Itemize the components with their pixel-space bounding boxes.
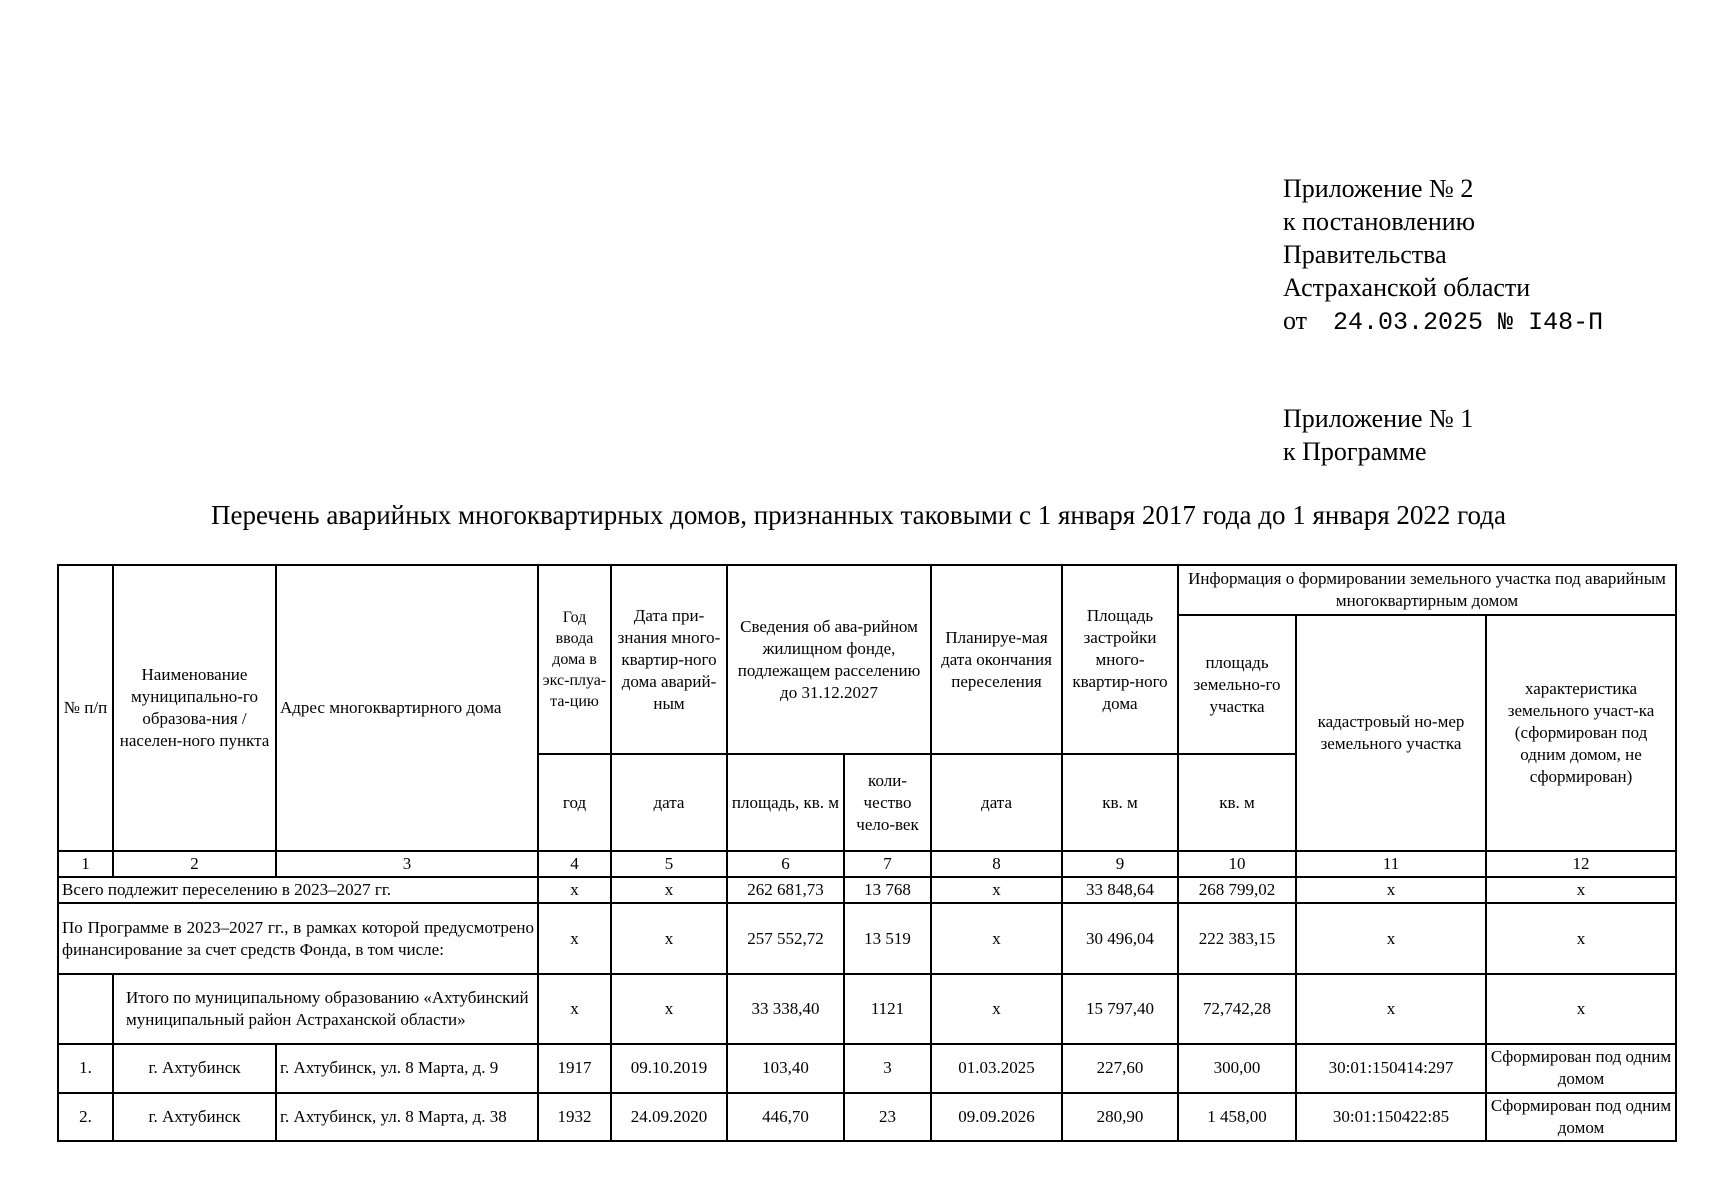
header-building-area: Площадь застройки много-квартир-ного дома xyxy=(1062,565,1178,754)
row-num: 1. xyxy=(58,1044,113,1092)
subtotal-planned: х xyxy=(931,974,1062,1044)
appendix-1-block xyxy=(1283,402,1473,468)
column-number: 7 xyxy=(844,851,931,877)
total-label: Всего подлежит переселению в 2023–2027 гг. xyxy=(58,877,538,903)
row-recognition-date: 09.10.2019 xyxy=(611,1044,727,1092)
column-number: 11 xyxy=(1296,851,1486,877)
subtotal-label: Итого по муниципальному образованию «Ахтубинский муниципальный район Астраханской области» xyxy=(113,974,538,1044)
program-date: х xyxy=(611,903,727,973)
program-row xyxy=(58,903,1676,973)
subtotal-people: 1121 xyxy=(844,974,931,1044)
municipality-subtotal-row xyxy=(58,974,1676,1044)
total-row xyxy=(58,877,1676,903)
row-building-area: 227,60 xyxy=(1062,1044,1178,1092)
column-number: 1 xyxy=(58,851,113,877)
unit-area: площадь, кв. м xyxy=(727,754,844,851)
decree-line xyxy=(1283,304,1603,339)
subtotal-cadastral: х xyxy=(1296,974,1486,1044)
program-label: По Программе в 2023–2027 гг., в рамках которой предусмотрено финансирование за счет средств Фонда, в том числе: xyxy=(58,903,538,973)
decree-from-label: от xyxy=(1283,306,1308,335)
appendix-1-heading: Приложение № 1 xyxy=(1283,404,1474,433)
column-number: 10 xyxy=(1178,851,1296,877)
program-land-characteristic: х xyxy=(1486,903,1676,973)
row-recognition-date: 24.09.2020 xyxy=(611,1093,727,1141)
header-address: Адрес многоквартирного дома xyxy=(276,565,538,851)
header-municipality: Наименование муниципально-го образова-ния / населен-ного пункта xyxy=(113,565,276,851)
appendix-2-line: к постановлению xyxy=(1283,207,1476,236)
total-cadastral: х xyxy=(1296,877,1486,903)
program-land-area: 222 383,15 xyxy=(1178,903,1296,973)
header-recognition-date: Дата при-знания много-квартир-ного дома аварий-ным xyxy=(611,565,727,754)
header-num: № п/п xyxy=(58,565,113,851)
column-number: 2 xyxy=(113,851,276,877)
header-fund-info: Сведения об ава-рийном жилищном фонде, подлежащем расселению до 31.12.2027 xyxy=(727,565,931,754)
column-number: 8 xyxy=(931,851,1062,877)
row-land-characteristic: Сформирован под одним домом xyxy=(1486,1044,1676,1092)
unit-land-area: кв. м xyxy=(1178,754,1296,851)
header-planned-date: Планируе-мая дата окончания переселения xyxy=(931,565,1062,754)
program-people: 13 519 xyxy=(844,903,931,973)
subtotal-year: х xyxy=(538,974,611,1044)
row-num: 2. xyxy=(58,1093,113,1141)
row-municipality: г. Ахтубинск xyxy=(113,1044,276,1092)
column-number: 3 xyxy=(276,851,538,877)
subtotal-num-cell xyxy=(58,974,113,1044)
unit-planned-date: дата xyxy=(931,754,1062,851)
table-row xyxy=(58,1044,1676,1092)
unit-people: коли-чество чело-век xyxy=(844,754,931,851)
decree-date-number: 24.03.2025 № I48-П xyxy=(1333,308,1604,337)
subtotal-land-area: 72,742,28 xyxy=(1178,974,1296,1044)
subtotal-area: 33 338,40 xyxy=(727,974,844,1044)
appendix-2-line: Правительства xyxy=(1283,240,1447,269)
header-land-characteristic: характеристика земельного участ-ка (сформирован под одним домом, не сформирован) xyxy=(1486,615,1676,851)
total-area: 262 681,73 xyxy=(727,877,844,903)
row-people: 3 xyxy=(844,1044,931,1092)
appendix-2-heading: Приложение № 2 xyxy=(1283,174,1474,203)
total-land-area: 268 799,02 xyxy=(1178,877,1296,903)
row-land-area: 300,00 xyxy=(1178,1044,1296,1092)
header-land-area: площадь земельно-го участка xyxy=(1178,615,1296,754)
total-land-characteristic: х xyxy=(1486,877,1676,903)
row-municipality: г. Ахтубинск xyxy=(113,1093,276,1141)
row-year: 1917 xyxy=(538,1044,611,1092)
subtotal-date: х xyxy=(611,974,727,1044)
subtotal-building-area: 15 797,40 xyxy=(1062,974,1178,1044)
program-planned: х xyxy=(931,903,1062,973)
subtotal-land-characteristic: х xyxy=(1486,974,1676,1044)
column-number: 4 xyxy=(538,851,611,877)
row-cadastral: 30:01:150422:85 xyxy=(1296,1093,1486,1141)
column-number: 6 xyxy=(727,851,844,877)
header-cadastral: кадастровый но-мер земельного участка xyxy=(1296,615,1486,851)
total-date: х xyxy=(611,877,727,903)
row-planned-date: 09.09.2026 xyxy=(931,1093,1062,1141)
program-cadastral: х xyxy=(1296,903,1486,973)
row-land-characteristic: Сформирован под одним домом xyxy=(1486,1093,1676,1141)
column-number: 12 xyxy=(1486,851,1676,877)
program-area: 257 552,72 xyxy=(727,903,844,973)
document-title: Перечень аварийных многоквартирных домов, признанных таковыми с 1 января 2017 года до 1 января 2022 года xyxy=(211,500,1506,530)
column-number: 9 xyxy=(1062,851,1178,877)
header-land-info: Информация о формировании земельного участка под аварийным многоквартирным домом xyxy=(1178,565,1676,615)
header-row xyxy=(58,565,1676,615)
row-area: 103,40 xyxy=(727,1044,844,1092)
total-people: 13 768 xyxy=(844,877,931,903)
header-year: Год ввода дома в экс-плуа-та-цию xyxy=(538,565,611,754)
housing-table xyxy=(57,564,1677,1142)
unit-year: год xyxy=(538,754,611,851)
column-number: 5 xyxy=(611,851,727,877)
column-number-row xyxy=(58,851,1676,877)
row-address: г. Ахтубинск, ул. 8 Марта, д. 38 xyxy=(276,1093,538,1141)
row-cadastral: 30:01:150414:297 xyxy=(1296,1044,1486,1092)
total-year: х xyxy=(538,877,611,903)
row-year: 1932 xyxy=(538,1093,611,1141)
table-row xyxy=(58,1093,1676,1141)
row-land-area: 1 458,00 xyxy=(1178,1093,1296,1141)
appendix-2-line: Астраханской области xyxy=(1283,273,1531,302)
row-area: 446,70 xyxy=(727,1093,844,1141)
program-year: х xyxy=(538,903,611,973)
appendix-1-line: к Программе xyxy=(1283,437,1427,466)
row-people: 23 xyxy=(844,1093,931,1141)
total-building-area: 33 848,64 xyxy=(1062,877,1178,903)
program-building-area: 30 496,04 xyxy=(1062,903,1178,973)
row-building-area: 280,90 xyxy=(1062,1093,1178,1141)
unit-recognition-date: дата xyxy=(611,754,727,851)
row-address: г. Ахтубинск, ул. 8 Марта, д. 9 xyxy=(276,1044,538,1092)
appendix-2-block xyxy=(1283,172,1603,339)
unit-building-area: кв. м xyxy=(1062,754,1178,851)
total-planned: х xyxy=(931,877,1062,903)
row-planned-date: 01.03.2025 xyxy=(931,1044,1062,1092)
